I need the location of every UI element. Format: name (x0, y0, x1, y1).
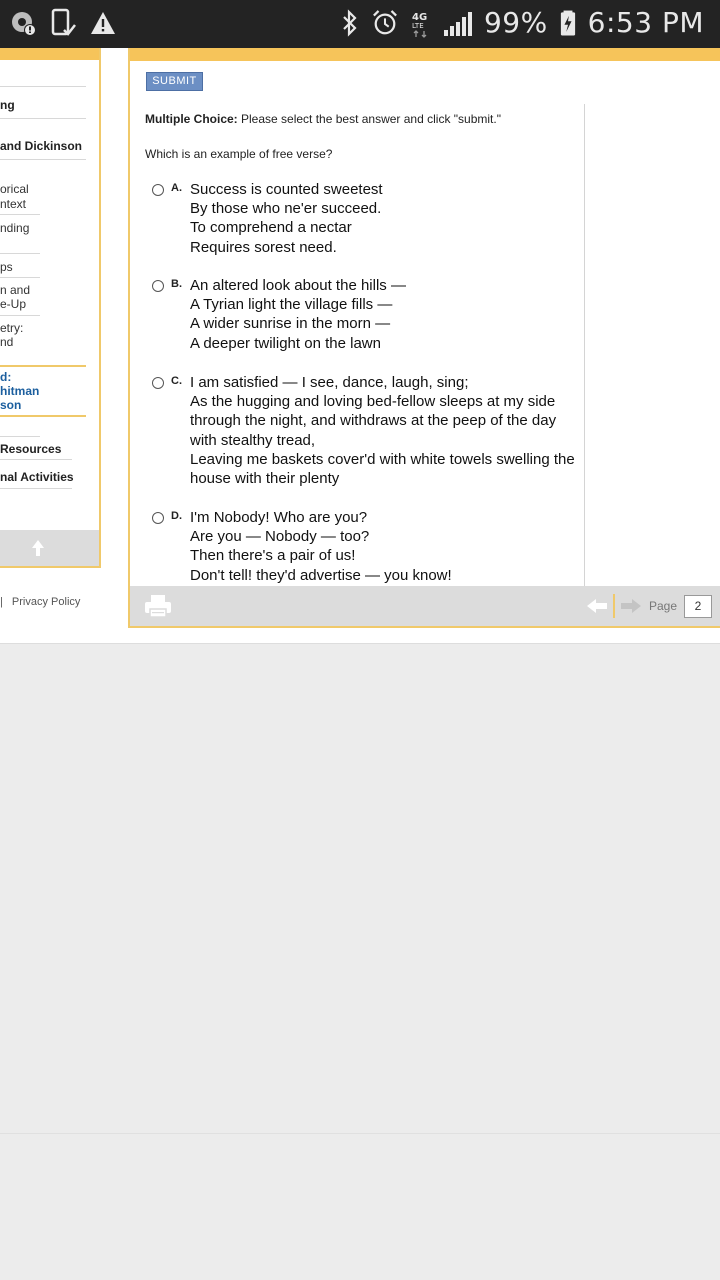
poem-line: Success is counted sweetest (190, 181, 383, 198)
battery-charging-icon (560, 8, 576, 38)
poem-line: Are you — Nobody — too? (190, 528, 370, 546)
status-bar (0, 0, 720, 48)
svg-text:LTE: LTE (411, 21, 424, 30)
question-text: Which is an example of free verse? (145, 147, 333, 161)
radio-button[interactable] (152, 184, 164, 196)
lte-icon (410, 8, 432, 38)
radio-button[interactable] (152, 512, 164, 524)
choice-letter: C. (171, 375, 182, 387)
sidebar-item-reading[interactable]: ng (0, 98, 15, 112)
choice-letter: B. (171, 278, 182, 290)
poem-line: I am satisfied — I see, dance, laugh, sing; (190, 374, 469, 391)
sidebar-header-bar (0, 48, 99, 60)
instructions (145, 112, 501, 126)
instructions-text: Please select the best answer and click "submit." (237, 112, 501, 126)
nav-separator (613, 594, 615, 618)
poem-line: Requires sorest need. (190, 238, 337, 256)
radio-button[interactable] (152, 377, 164, 389)
battery-percent: 99% (483, 6, 548, 39)
sidebar-item-historical[interactable]: orical (0, 182, 29, 196)
divider (0, 118, 86, 119)
page-label: Page (649, 599, 678, 613)
bluetooth-icon (340, 8, 360, 38)
phone-check-icon (50, 8, 76, 38)
divider (0, 159, 86, 160)
divider (0, 436, 40, 437)
panel-header-bar (130, 48, 720, 61)
divider (0, 415, 86, 417)
divider (0, 1133, 720, 1134)
signal-icon (444, 10, 472, 36)
poem-line: To comprehend a nectar (190, 219, 352, 237)
sidebar-item-whitman-dickinson[interactable]: and Dickinson (0, 139, 83, 153)
poem-line: An altered look about the hills — (190, 277, 406, 294)
scroll-up-icon[interactable] (31, 539, 45, 557)
sidebar-item-warm-up[interactable]: n and (0, 283, 31, 297)
web-page (0, 48, 720, 644)
poem-line: A wider sunrise in the morn — (190, 315, 391, 333)
sidebar-item-additional-activities[interactable]: nal Activities (0, 470, 74, 484)
choice-text (190, 180, 586, 257)
sidebar-item-poetry-2[interactable]: nd (0, 335, 14, 349)
privacy-policy-link[interactable]: Privacy Policy (11, 596, 81, 608)
previous-page-icon[interactable] (586, 598, 608, 614)
sidebar-item-current-2[interactable]: hitman (0, 384, 40, 398)
choice-letter: D. (171, 510, 182, 522)
radio-button[interactable] (152, 280, 164, 292)
poem-line: A Tyrian light the village fills — (190, 296, 393, 314)
sidebar-item-resources[interactable]: Resources (0, 442, 62, 456)
question-panel (128, 48, 720, 628)
sidebar-item-context[interactable]: ntext (0, 197, 27, 211)
chrome-alert-icon (10, 8, 36, 38)
divider (0, 214, 40, 215)
clock: 6:53 PM (587, 6, 704, 39)
svg-text:4G: 4G (411, 11, 428, 23)
divider (0, 315, 40, 316)
choice-letter: A. (171, 182, 182, 194)
poem-line: Don't tell! they'd advertise — you know! (190, 566, 452, 584)
divider (0, 488, 72, 489)
sidebar-item-current-1[interactable]: d: (0, 370, 12, 384)
panel-toolbar (130, 586, 720, 626)
warning-icon (90, 8, 116, 38)
poem-line: As the hugging and loving bed-fellow sleeps at my side through the night, and withdraws at the peep of the day with stealthy tread, (190, 393, 557, 449)
divider (0, 253, 40, 254)
instructions-label: Multiple Choice: (145, 112, 238, 126)
poem-line: Leaving me baskets cover'd with white towels swelling the house with their plenty (190, 450, 575, 488)
divider (0, 365, 86, 367)
divider (0, 86, 86, 87)
divider (0, 459, 72, 460)
sidebar-item-understanding[interactable]: nding (0, 221, 30, 235)
choice-text (190, 276, 586, 353)
sidebar-item-steps[interactable]: ps (0, 260, 13, 274)
sidebar-item-warm-up-2[interactable]: e-Up (0, 297, 27, 311)
poem-line: Then there's a pair of us! (190, 547, 356, 565)
sidebar-item-poetry[interactable]: etry: (0, 321, 24, 335)
alarm-icon (372, 8, 398, 38)
sidebar-footer-bar (0, 530, 101, 566)
poem-line: A deeper twilight on the lawn (190, 334, 381, 352)
footer-links (0, 596, 86, 608)
sidebar-item-current-3[interactable]: son (0, 398, 22, 412)
divider (0, 277, 40, 278)
print-icon[interactable] (144, 594, 172, 618)
poem-line: I'm Nobody! Who are you? (190, 509, 368, 526)
page-number-input[interactable]: 2 (684, 595, 712, 618)
poem-line: By those who ne'er succeed. (190, 200, 382, 218)
submit-button[interactable]: SUBMIT (146, 72, 203, 91)
next-page-icon[interactable] (620, 598, 642, 614)
choice-text (190, 373, 586, 488)
footer-separator: | (0, 596, 3, 608)
choice-text (190, 508, 586, 585)
sidebar (0, 48, 101, 568)
